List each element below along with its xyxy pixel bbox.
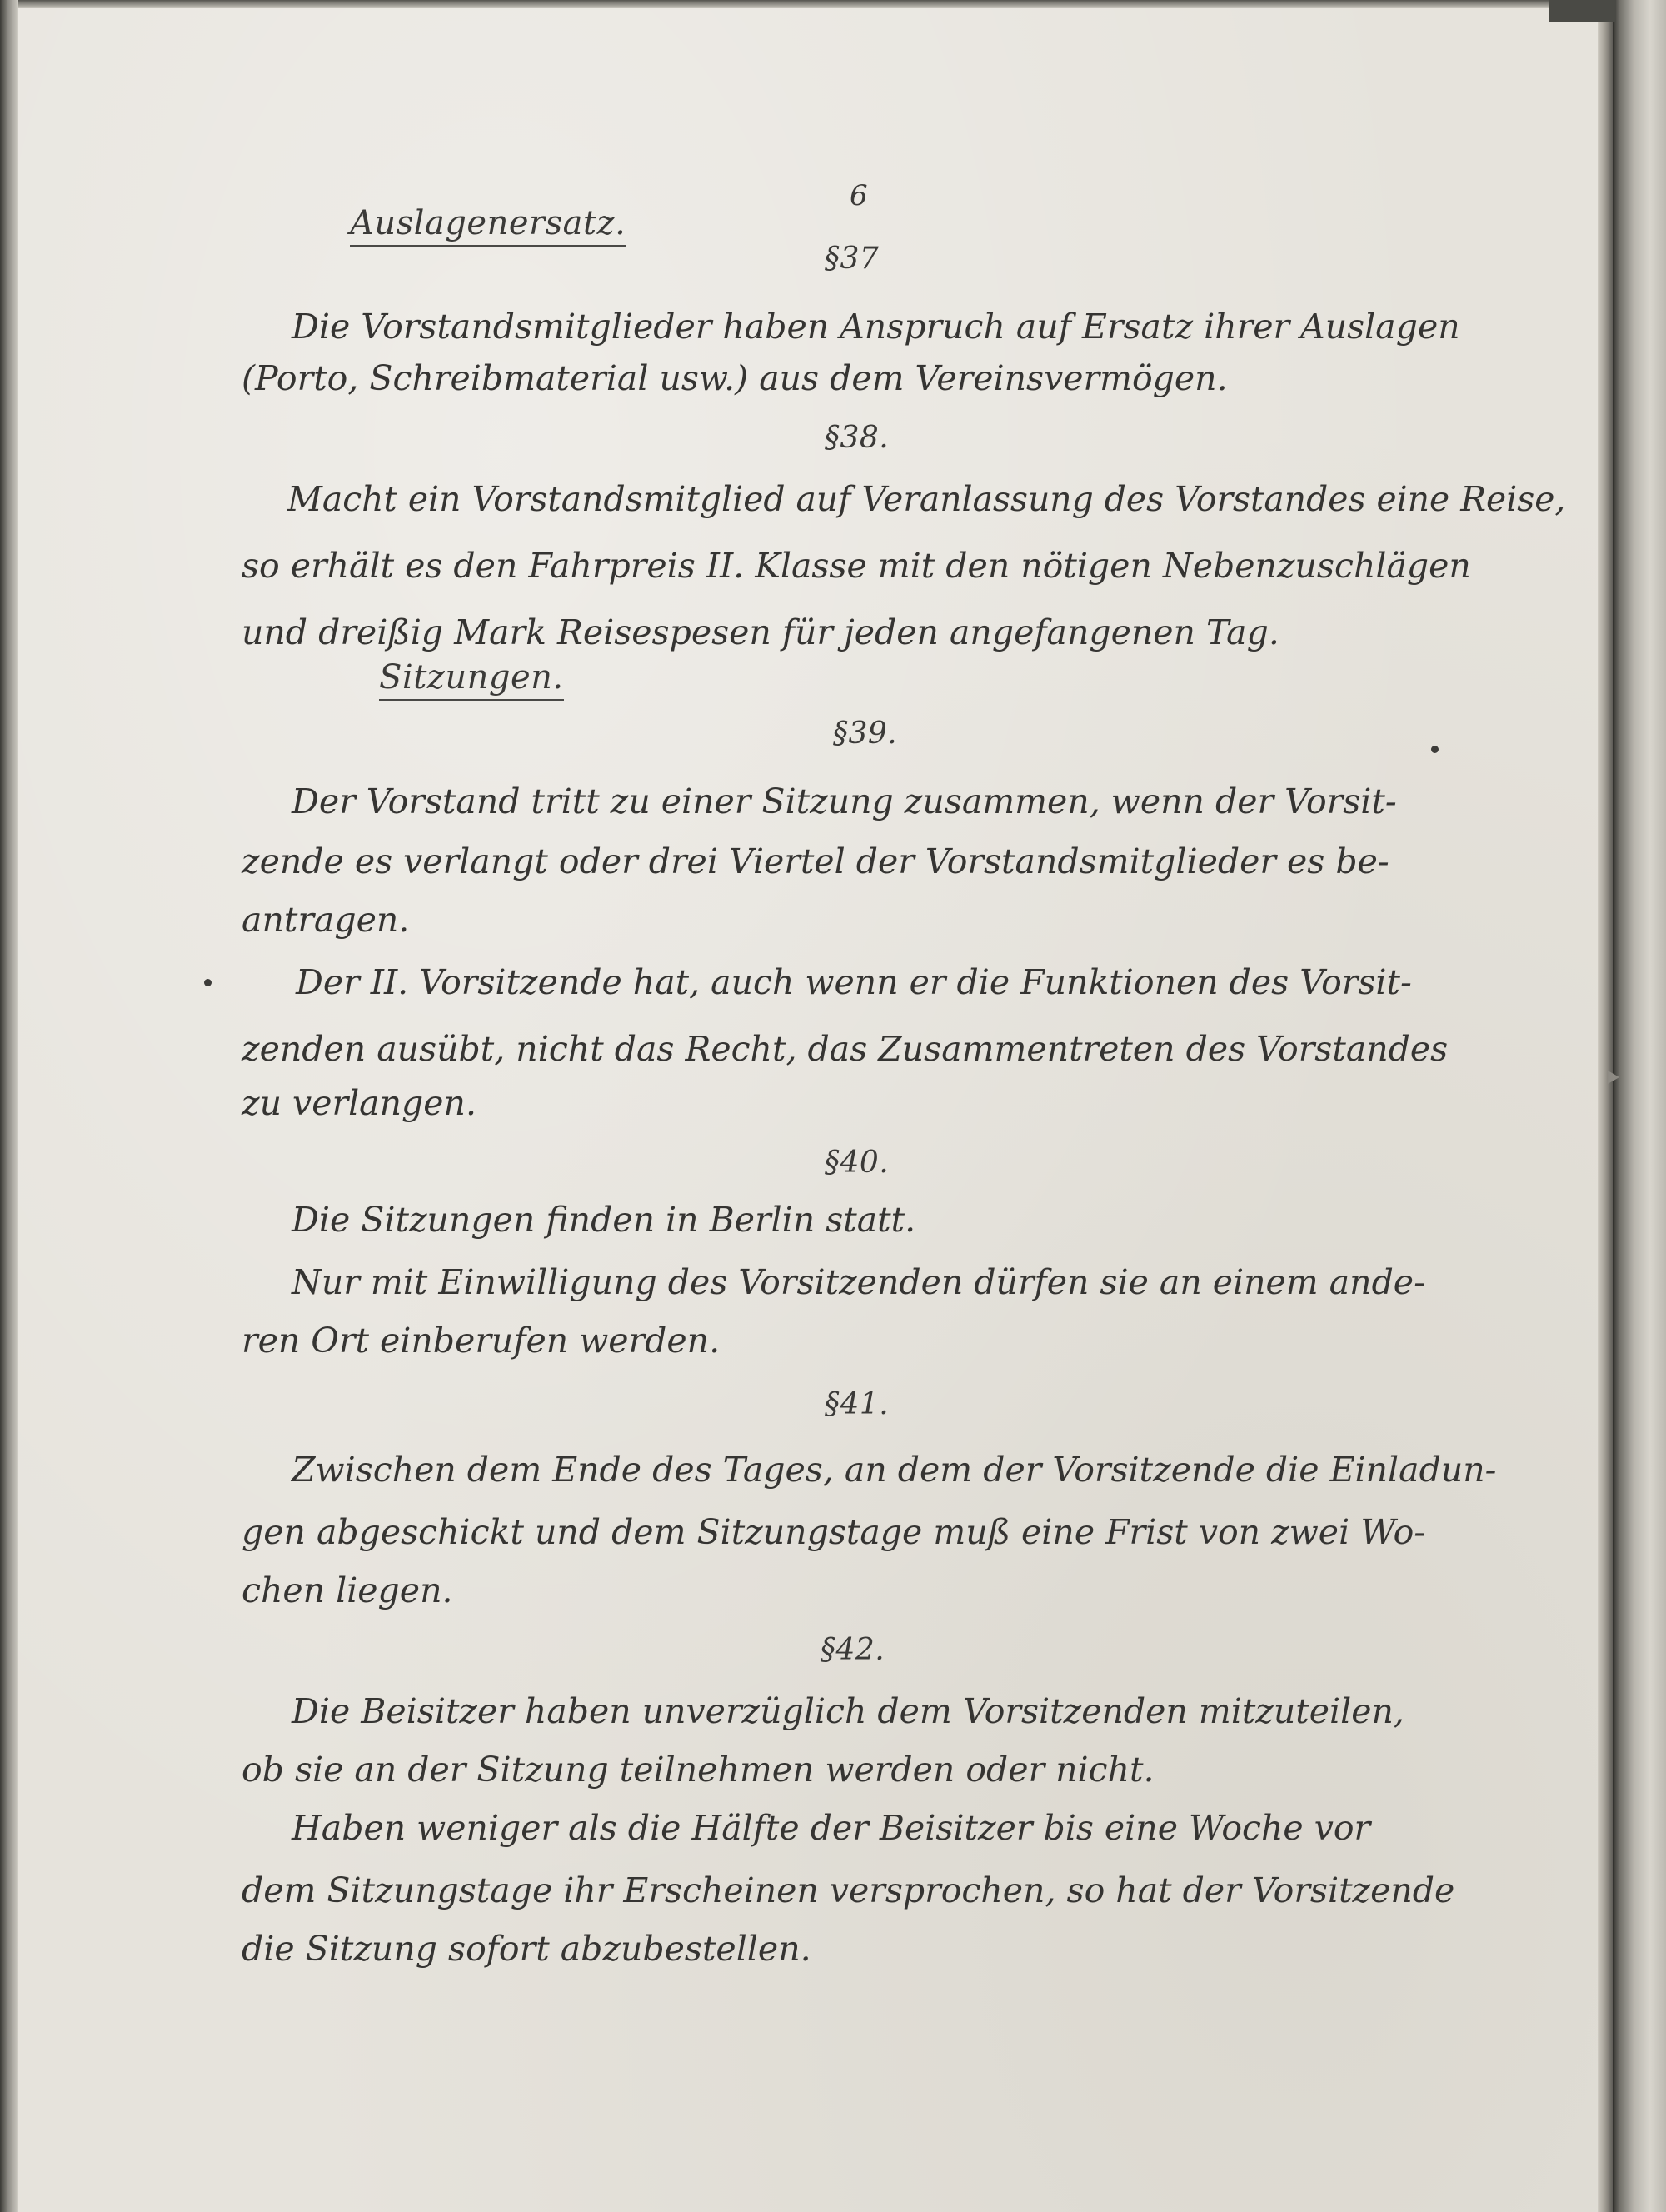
s38-line-3: und dreißig Mark Reisespesen für jeden angefangenen Tag. — [242, 612, 1279, 652]
s39-line-5: zenden ausübt, nicht das Recht, das Zusammentreten des Vorstandes — [242, 1029, 1449, 1069]
s39-line-3: antragen. — [242, 900, 410, 940]
s38-line-2: so erhält es den Fahrpreis II. Klasse mit den nötigen Nebenzuschlägen — [242, 546, 1471, 586]
heading-auslagenersatz: Auslagenersatz. — [350, 204, 626, 247]
section-title-39: §39. — [833, 717, 898, 751]
margin-dot — [204, 979, 212, 986]
page-number: 6 — [850, 179, 869, 212]
s41-line-2: gen abgeschickt und dem Sitzungstage muß eine Frist von zwei Wo- — [242, 1512, 1426, 1552]
s40-line-1: Die Sitzungen finden in Berlin statt. — [292, 1200, 916, 1240]
margin-mark — [1608, 1071, 1619, 1084]
ink-dot — [1431, 746, 1439, 753]
section-title-38: §38. — [825, 421, 890, 455]
heading-sitzungen: Sitzungen. — [379, 658, 564, 701]
s42-line-4: dem Sitzungstage ihr Erscheinen versprochen, so hat der Vorsitzende — [242, 1870, 1455, 1910]
s42-line-3: Haben weniger als die Hälfte der Beisitzer bis eine Woche vor — [292, 1808, 1371, 1848]
s40-line-2: Nur mit Einwilligung des Vorsitzenden dürfen sie an einem ande- — [292, 1262, 1425, 1302]
s39-line-6: zu verlangen. — [242, 1083, 476, 1123]
s39-line-2: zende es verlangt oder drei Viertel der Vorstandsmitglieder es be- — [242, 841, 1389, 881]
section-title-42: §42. — [821, 1633, 885, 1667]
s37-line-2: (Porto, Schreibmaterial usw.) aus dem Vereinsvermögen. — [242, 358, 1228, 398]
s40-line-3: ren Ort einberufen werden. — [242, 1321, 721, 1361]
page-fold — [1598, 0, 1613, 2212]
s38-line-1: Macht ein Vorstandsmitglied auf Veranlassung des Vorstandes eine Reise, — [287, 479, 1566, 519]
s41-line-3: chen liegen. — [242, 1570, 453, 1610]
s42-line-1: Die Beisitzer haben unverzüglich dem Vorsitzenden mitzuteilen, — [292, 1691, 1404, 1731]
s37-line-1: Die Vorstandsmitglieder haben Anspruch auf Ersatz ihrer Auslagen — [292, 307, 1460, 347]
s39-line-1: Der Vorstand tritt zu einer Sitzung zusammen, wenn der Vorsit- — [292, 781, 1397, 821]
s42-line-5: die Sitzung sofort abzubestellen. — [242, 1929, 811, 1969]
s42-line-2: ob sie an der Sitzung teilnehmen werden oder nicht. — [242, 1750, 1155, 1790]
page-left-edge — [0, 0, 18, 2212]
section-title-37: §37 — [825, 242, 880, 276]
binding-clip — [1549, 0, 1616, 22]
next-page-edge — [1613, 0, 1666, 2212]
section-title-40: §40. — [825, 1146, 890, 1180]
s39-line-4: Der II. Vorsitzende hat, auch wenn er die Funktionen des Vorsit- — [296, 962, 1412, 1002]
section-title-41: §41. — [825, 1387, 890, 1421]
s41-line-1: Zwischen dem Ende des Tages, an dem der Vorsitzende die Einladun- — [292, 1450, 1497, 1490]
